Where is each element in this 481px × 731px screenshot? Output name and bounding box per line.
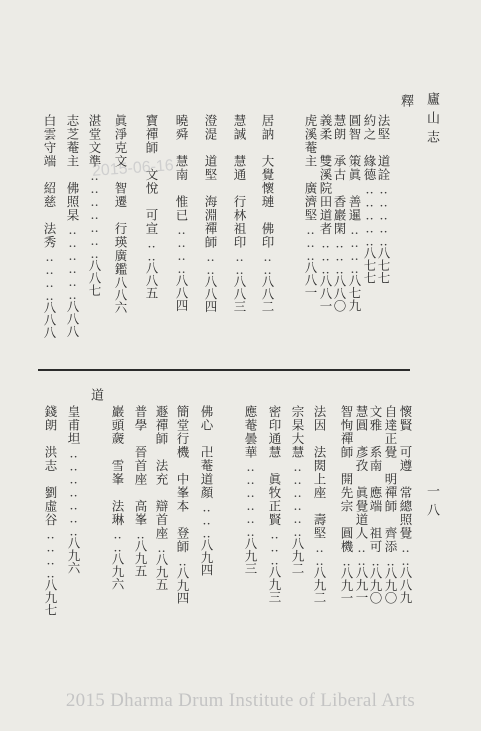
- section-label-dao: 道: [88, 388, 103, 402]
- leader-dots: ‥‥‥‥‥: [362, 181, 377, 247]
- entry-page: 八八二: [260, 275, 275, 313]
- entry-names: 巖頭奯 雪峯 法琳: [110, 405, 125, 527]
- leader-dots: ‥‥‥: [267, 526, 282, 566]
- entry-page: 八九五: [154, 553, 169, 591]
- leader-dots: ‥‥‥‥: [347, 222, 362, 274]
- entry-page: 八九六: [66, 536, 81, 574]
- entry-page: 八八一: [318, 274, 333, 312]
- entry-names: 錢朗 洪志 劉虛谷: [43, 405, 58, 527]
- entry-names: 法堅 道詮: [376, 114, 391, 182]
- toc-entry: [260, 114, 274, 313]
- leader-dots: ‥: [368, 553, 383, 567]
- entry-page: 八九四: [199, 538, 214, 576]
- toc-entry: [175, 405, 189, 604]
- date-watermark: 2015-06-16: [91, 157, 175, 180]
- entry-names: 佛心 卍菴道顏: [199, 405, 214, 500]
- leader-dots: ‥‥‥‥‥‥‥: [87, 168, 102, 259]
- entry-names: 法因 法閦上座 壽堅: [312, 405, 327, 540]
- entry-names: 志芝菴主 佛照杲: [65, 114, 80, 222]
- entry-names: 自達正覺 明禪師 齊添: [383, 405, 398, 554]
- toc-entry: [243, 405, 257, 575]
- entry-page: 八七七: [362, 246, 377, 284]
- leader-dots: ‥‥‥‥‥‥‥: [66, 445, 81, 537]
- toc-entry: [303, 114, 317, 299]
- entry-page: 八九一: [339, 566, 354, 604]
- leader-dots: ‥: [339, 553, 354, 567]
- entry-page: 八九二: [290, 537, 305, 575]
- entry-names: 白雲守端 紹慈 法秀: [42, 114, 57, 249]
- toc-entry: [42, 114, 56, 339]
- leader-dots: ‥‥‥‥‥‥: [243, 459, 258, 537]
- entry-names: 應菴曇華: [243, 405, 258, 459]
- toc-entry: [110, 405, 124, 590]
- section-divider: [38, 369, 410, 371]
- entry-names: 慧圓 彥孜 眞覺道人: [354, 405, 369, 540]
- page-number: 一八: [424, 484, 439, 522]
- toc-entry: [199, 405, 213, 576]
- leader-dots: ‥‥: [110, 526, 125, 553]
- leader-dots: ‥: [383, 553, 398, 567]
- leader-dots: ‥‥‥‥‥‥: [65, 222, 80, 300]
- leader-dots: ‥‥‥: [332, 235, 347, 275]
- entry-names: 澄湜 道堅 海淵禪師: [203, 114, 218, 249]
- toc-entry: [87, 114, 101, 297]
- entry-names: 皇甫坦: [66, 405, 81, 446]
- entry-names: 簡堂行機 中峯本 登師: [175, 405, 190, 554]
- entry-names: 約之 緣德: [362, 114, 377, 182]
- entry-page: 八八九: [398, 566, 413, 604]
- entry-names: 寶禪師 文悅 可宣: [144, 114, 159, 236]
- entry-page: 八九二: [312, 566, 327, 604]
- entry-names: 眞淨克文 智遷 行瑛廣鑑: [113, 114, 128, 276]
- leader-dots: ‥‥‥: [318, 235, 333, 275]
- entry-names: 遯禪師 法充 辯首座: [154, 405, 169, 540]
- leader-dots: ‥‥: [260, 249, 275, 275]
- entry-page: 八八四: [203, 275, 218, 313]
- entry-names: 義柔 雙溪院田道者: [318, 114, 333, 236]
- entry-names: 普學 晉首座 高峯: [133, 405, 148, 527]
- entry-names: 圓智 策眞 善暹: [347, 114, 362, 222]
- entry-page: 八九〇: [383, 566, 398, 604]
- entry-page: 八九七: [43, 578, 58, 616]
- entry-page: 八八四: [174, 274, 189, 312]
- section-label-shi: 釋: [398, 94, 413, 108]
- toc-entry: [113, 114, 127, 314]
- toc-entry: [312, 405, 326, 604]
- leader-dots: ‥‥: [312, 540, 327, 566]
- entry-names: 智恂禪師 開先宗 圓機: [339, 405, 354, 554]
- leader-dots: ‥‥‥: [303, 222, 318, 261]
- leader-dots: ‥‥: [203, 249, 218, 275]
- leader-dots: ‥‥: [144, 235, 159, 262]
- toc-entry: [347, 114, 361, 312]
- entry-page: 八八七: [87, 259, 102, 297]
- toc-entry: [332, 114, 346, 312]
- entry-page: 八九一: [354, 566, 369, 604]
- entry-page: 八九五: [133, 539, 148, 577]
- entry-page: 八八三: [232, 275, 247, 313]
- leader-dots: ‥: [133, 526, 148, 540]
- entry-names: 曉舜 慧南 惟已: [174, 114, 189, 222]
- entry-page: 八九〇: [368, 566, 383, 604]
- book-title: 廬山志: [424, 92, 439, 149]
- leader-dots: ‥‥: [354, 540, 369, 566]
- entry-page: 八九六: [110, 552, 125, 590]
- toc-entry: [66, 405, 80, 574]
- entry-names: 慧誠 慧通 行林祖印: [232, 114, 247, 249]
- leader-dots: ‥: [175, 553, 190, 567]
- entry-names: 宗杲大慧: [290, 405, 305, 459]
- leader-dots: ‥‥: [232, 249, 247, 275]
- toc-entry: [290, 405, 304, 575]
- entry-page: 八八六: [113, 276, 128, 314]
- leader-dots: ‥‥‥‥: [43, 526, 58, 579]
- toc-entry: [203, 114, 217, 313]
- toc-entry: [398, 405, 412, 604]
- toc-entry: [383, 405, 397, 604]
- toc-entry: [362, 114, 376, 284]
- toc-entry: [43, 405, 57, 616]
- entry-names: 懷賢 可遵 常總照覺: [398, 405, 413, 540]
- toc-entry: [174, 114, 188, 312]
- toc-entry: [144, 114, 158, 299]
- entry-names: 湛堂文準: [87, 114, 102, 168]
- leader-dots: ‥‥‥‥‥‥: [290, 459, 305, 537]
- entry-names: 居訥 大覺懷璉 佛印: [260, 114, 275, 249]
- toc-entry: [154, 405, 168, 591]
- leader-dots: ‥‥‥‥‥: [376, 181, 391, 247]
- entry-page: 八九三: [267, 565, 282, 603]
- institute-watermark: 2015 Dharma Drum Institute of Liberal Arts: [65, 690, 416, 711]
- leader-dots: ‥‥‥: [199, 499, 214, 539]
- toc-entry: [318, 114, 332, 312]
- toc-entry: [232, 114, 246, 313]
- toc-entry: [65, 114, 79, 338]
- toc-entry: [267, 405, 281, 603]
- entry-page: 八八〇: [332, 274, 347, 312]
- leader-dots: ‥‥: [398, 540, 413, 566]
- entry-names: 密印通慧 眞牧正賢: [267, 405, 282, 527]
- entry-page: 八七九: [347, 274, 362, 312]
- entry-names: 虎溪菴主 廣濟堅: [303, 114, 318, 222]
- toc-entry: [354, 405, 368, 604]
- entry-page: 八九四: [175, 566, 190, 604]
- leader-dots: ‥: [154, 540, 169, 553]
- leader-dots: ‥‥‥‥: [174, 222, 189, 274]
- entry-names: 慧朗 承古 香巖閑: [332, 114, 347, 236]
- entry-page: 八八八: [42, 301, 57, 339]
- toc-entry: [339, 405, 353, 604]
- toc-entry: [376, 114, 390, 284]
- toc-entry: [368, 405, 382, 604]
- leader-dots: ‥‥‥‥: [42, 249, 57, 301]
- entry-page: 八八五: [144, 261, 159, 299]
- toc-entry: [133, 405, 147, 577]
- entry-names: 文雅 系南 應端 祖可: [368, 405, 383, 554]
- entry-page: 八九三: [243, 537, 258, 575]
- entry-page: 八八八: [65, 300, 80, 338]
- entry-page: 八八一: [303, 261, 318, 299]
- entry-page: 八七七: [376, 246, 391, 284]
